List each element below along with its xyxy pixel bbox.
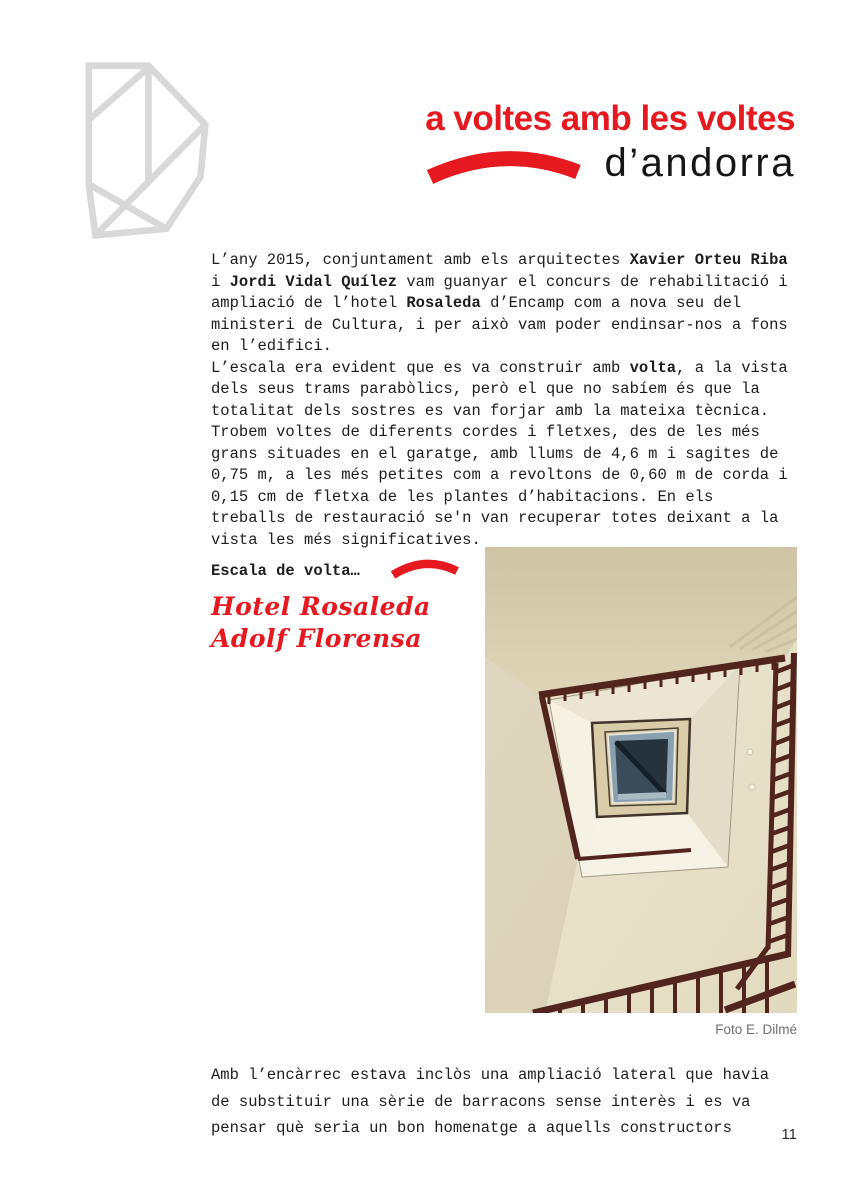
text-line: de substituir una sèrie de barracons sense interès i es va: [211, 1092, 751, 1111]
text-line: grans situades en el garatge, amb llums de 4,6 m i sagites de: [211, 444, 779, 463]
text-line: treballs de restauració se'n van recuperar totes deixant a la: [211, 509, 779, 527]
text-line: Amb l’encàrrec estava inclòs una ampliació lateral que havia: [211, 1066, 770, 1084]
vault-arc-icon: [424, 148, 584, 184]
text-line: L’escala era evident que es va construir amb volta, a la vista: [211, 358, 788, 377]
skylight: [592, 719, 690, 817]
article-title: a voltes amb les voltes: [425, 99, 795, 138]
handwritten-hotel-name: Hotel Rosaleda: [211, 592, 431, 621]
text-line: 0,75 m, a les més petites com a revoltons de 0,60 m de corda i: [211, 466, 788, 484]
handwritten-architect-name: Adolf Florensa: [211, 624, 422, 653]
page-number: 11: [781, 1126, 797, 1143]
text-line: 0,15 cm de fletxa de les plantes d’habitacions. En els: [211, 487, 714, 506]
intro-paragraphs: [211, 250, 788, 551]
faceted-vault-logo: [84, 61, 211, 242]
text-line: i Jordi Vidal Quílez vam guanyar el concurs de rehabilitació i: [211, 272, 788, 291]
vault-arc-small-icon: [389, 556, 461, 580]
logo-inner-lines: [89, 66, 206, 236]
article-subtitle: d’andorra: [604, 141, 796, 185]
article-subtitle-row: [424, 142, 796, 184]
photo-caption: Escala de volta…: [211, 562, 360, 580]
text-line: L’any 2015, conjuntament amb els arquitectes Xavier Orteu Riba: [211, 251, 788, 269]
photo-credit: Foto E. Dilmé: [715, 1022, 797, 1037]
closing-paragraph: [211, 1062, 769, 1142]
text-line: totalitat dels sostres es van forjar amb la mateixa tècnica.: [211, 401, 770, 420]
text-line: ministeri de Cultura, i per això vam poder endinsar-nos a fons: [211, 315, 788, 334]
text-line: ampliació de l’hotel Rosaleda d’Encamp com a nova seu del: [211, 294, 742, 312]
staircase-photo: [485, 547, 797, 1013]
text-line: pensar què seria un bon homenatge a aquells constructors: [211, 1119, 732, 1137]
text-line: en l’edifici.: [211, 337, 332, 355]
text-line: vista les més significatives.: [211, 530, 481, 549]
text-line: dels seus trams parabòlics, però el que no sabíem és que la: [211, 380, 760, 398]
text-line: Trobem voltes de diferents cordes i fletxes, des de les més: [211, 423, 760, 441]
